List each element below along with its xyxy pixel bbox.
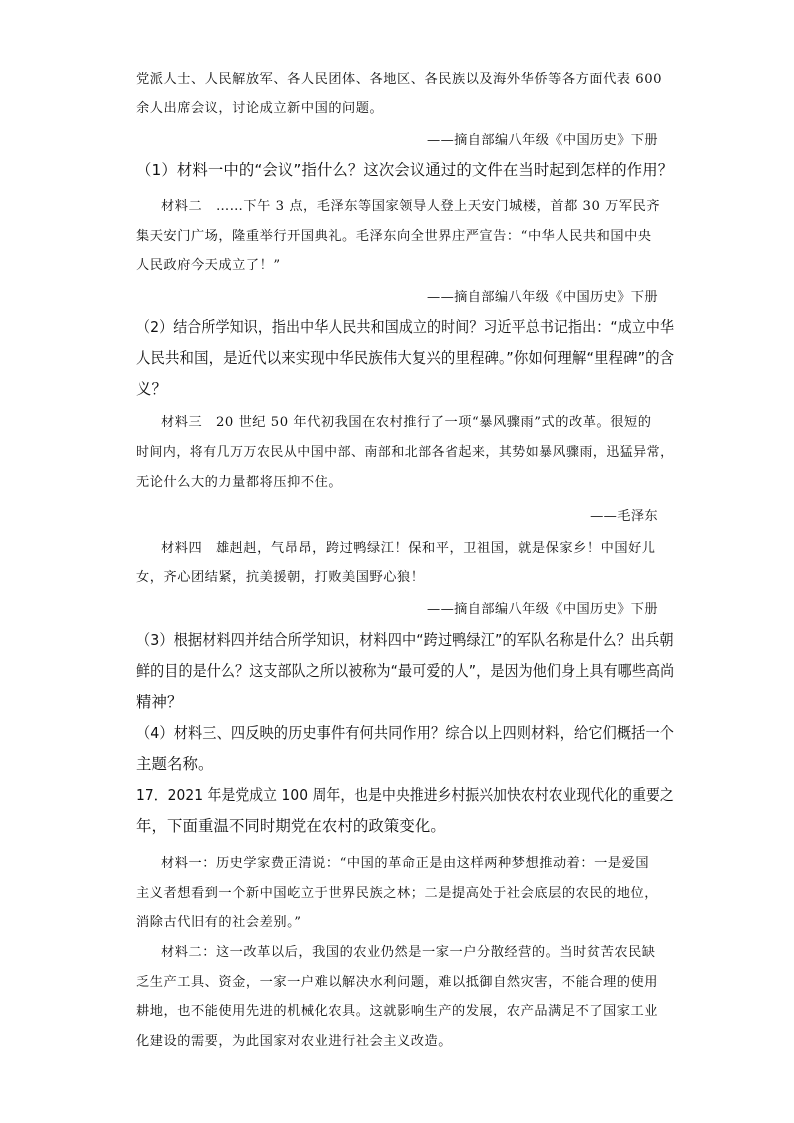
material-two-line-3: 人民政府今天成立了！” — [136, 258, 281, 273]
material-three-line-3: 无论什么大的力量都将压抑不住。 — [136, 475, 343, 490]
q17-material-one-line-3: 消除古代旧有的社会差别。” — [136, 915, 302, 930]
source-citation: ——摘自部编八年级《中国历史》下册 — [427, 290, 658, 305]
question-4-line-1: （4）材料三、四反映的历史事件有何共同作用？综合以上四则材料，给它们概括一个 — [136, 724, 675, 742]
question-2-line-2: 人民共和国，是近代以来实现中华民族伟大复兴的里程碑。”你如何理解“里程碑”的含 — [136, 349, 675, 367]
material-one-line-1: 党派人士、人民解放军、各人民团体、各地区、各民族以及海外华侨等各方面代表 600 — [136, 72, 663, 87]
question-3-line-1: （3）根据材料四并结合所学知识，材料四中“跨过鸭绿江”的军队名称是什么？出兵朝 — [136, 631, 674, 649]
material-three-line-1: 材料三 20 世纪 50 年代初我国在农村推行了一项“暴风骤雨”式的改革。很短的 — [161, 415, 652, 430]
question-2-line-1: （2）结合所学知识，指出中华人民共和国成立的时间？习近平总书记指出：“成立中华 — [136, 318, 675, 336]
material-four-line-1: 材料四 雄赳赳，气昂昂，跨过鸭绿江！保和平，卫祖国，就是保家乡！中国好儿 — [161, 541, 656, 556]
question-2-line-3: 义？ — [136, 380, 167, 398]
q17-material-two-line-3: 耕地，也不能使用先进的机械化农具。这就影响生产的发展，农产品满足不了国家工业 — [136, 1004, 659, 1019]
material-two-line-1: 材料二 ……下午 3 点，毛泽东等国家领导人登上天安门城楼，首都 30 万军民齐 — [161, 199, 661, 214]
source-citation: ——摘自部编八年级《中国历史》下册 — [427, 133, 658, 148]
question-4-line-2: 主题名称。 — [136, 755, 214, 773]
q17-material-two-line-4: 化建设的需要，为此国家对农业进行社会主义改造。 — [136, 1034, 452, 1049]
q17-material-two-line-2: 乏生产工具、资金，一家一户难以解决水利问题，难以抵御自然灾害，不能合理的使用 — [136, 975, 659, 990]
question-17-line-2: 年，下面重温不同时期党在农村的政策变化。 — [136, 817, 446, 835]
q17-material-two-line-1: 材料二：这一改革以后，我国的农业仍然是一家一户分散经营的。当时贫苦农民缺 — [161, 945, 656, 960]
question-1: （1）材料一中的“会议”指什么？这次会议通过的文件在当时起到怎样的作用？ — [136, 161, 674, 179]
q17-material-one-line-1: 材料一：历史学家费正清说：“中国的革命正是由这样两种梦想推动着：一是爱国 — [161, 856, 650, 871]
source-citation: ——毛泽东 — [590, 509, 658, 524]
q17-material-one-line-2: 主义者想看到一个新中国屹立于世界民族之林；二是提高处于社会底层的农民的地位， — [136, 886, 659, 901]
material-two-line-2: 集天安门广场，隆重举行开国典礼。毛泽东向全世界庄严宣告：“中华人民共和国中央 — [136, 229, 652, 244]
material-three-line-2: 时间内，将有几万万农民从中国中部、南部和北部各省起来，其势如暴风骤雨，迅猛异常， — [136, 445, 674, 460]
question-3-line-3: 精神？ — [136, 693, 183, 711]
question-17-line-1: 17．2021 年是党成立 100 周年，也是中央推进乡村振兴加快农村农业现代化的重要之 — [136, 786, 674, 804]
material-four-line-2: 女，齐心团结紧，抗美援朝，打败美国野心狼！ — [136, 570, 425, 585]
source-citation: ——摘自部编八年级《中国历史》下册 — [427, 602, 658, 617]
material-one-line-2: 余人出席会议，讨论成立新中国的问题。 — [136, 101, 384, 116]
question-3-line-2: 鲜的目的是什么？这支部队之所以被称为“最可爱的人”，是因为他们身上具有哪些高尚 — [136, 662, 675, 680]
